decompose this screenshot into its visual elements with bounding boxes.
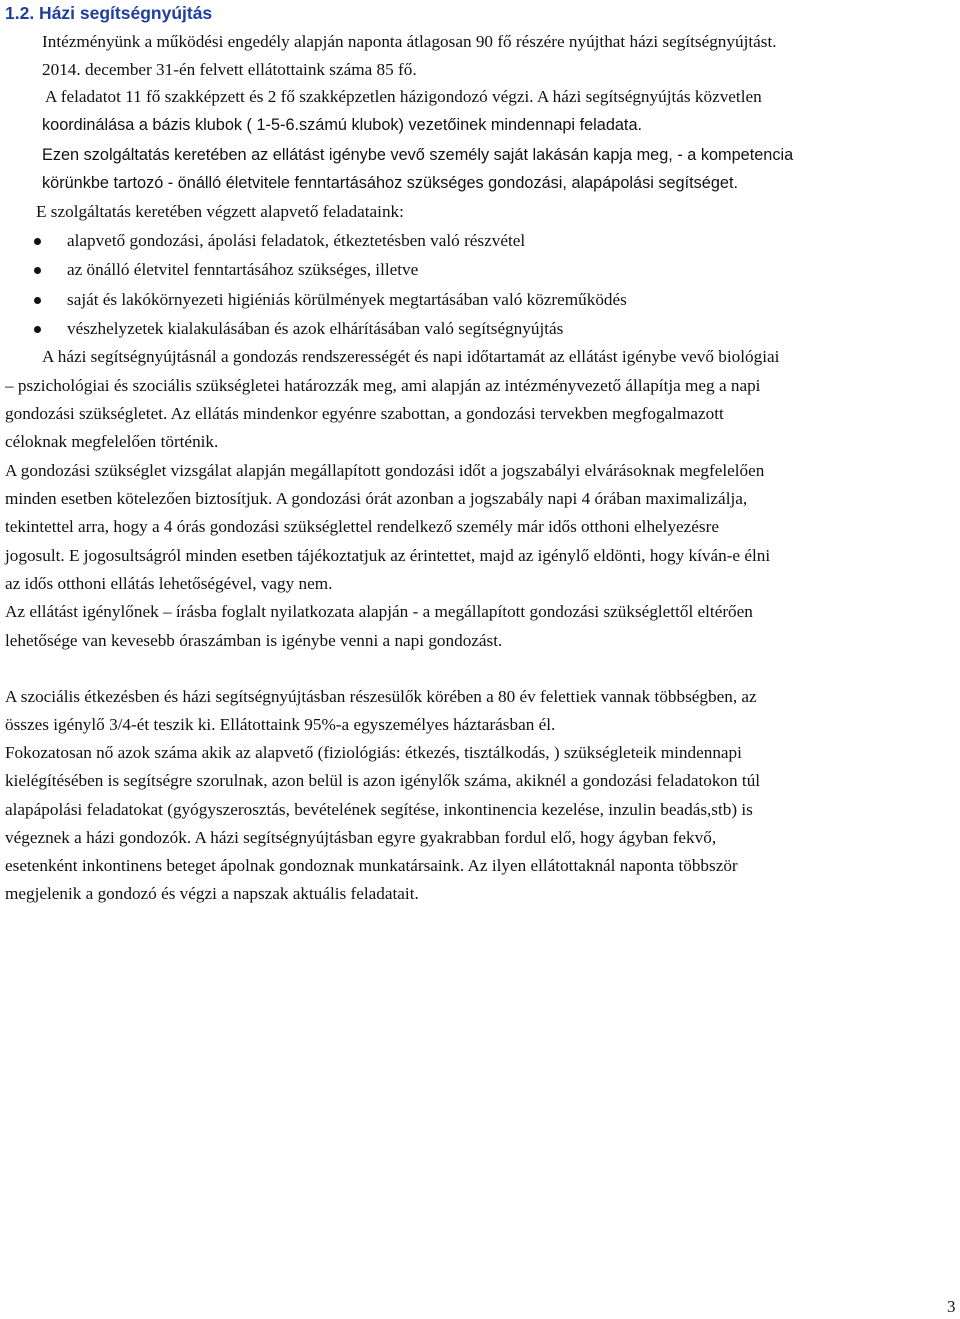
list-item-text: az önálló életvitel fenntartásához szükséges, illetve [67,260,419,279]
body-line: jogosult. E jogosultságról minden esetben tájékoztatjuk az érintettet, majd az igénylő eldönti, hogy kíván-e élni [5,546,771,565]
body-line: az idős otthoni ellátás lehetőségével, vagy nem. [5,574,333,593]
bullet-icon [34,297,41,304]
closing-line: megjelenik a gondozó és végzi a napszak aktuális feladatait. [5,884,419,903]
page-number: 3 [947,1297,956,1316]
list-item-text: vészhelyzetek kialakulásában és azok elhárításában való segítségnyújtás [67,319,564,338]
tasks-intro: E szolgáltatás keretében végzett alapvető feladataink: [36,202,404,221]
service-line: Ezen szolgáltatás keretében az ellátást igénybe vevő személy saját lakásán kapja meg, - a kompetencia [42,146,794,164]
body-line: Az ellátást igénylőnek – írásba foglalt nyilatkozata alapján - a megállapított gondozási szükséglettől eltérően [5,602,753,621]
intro-line: koordinálása a bázis klubok ( 1-5-6.számú klubok) vezetőinek mindennapi feladata. [42,116,643,134]
body-line: A gondozási szükséglet vizsgálat alapján megállapított gondozási időt a jogszabályi elvárásoknak megfelelően [5,461,765,480]
closing-line: esetenként inkontinens beteget ápolnak gondoznak munkatársaink. Az ilyen ellátottaknál naponta többször [5,856,738,875]
bullet-icon [34,238,41,245]
body-line: – pszichológiai és szociális szükségletei határozzák meg, ami alapján az intézményvezető állapítja meg a napi [5,376,761,395]
intro-line: Intézményünk a működési engedély alapján naponta átlagosan 90 fő részére nyújthat házi segítségnyújtást. [42,32,777,51]
bullet-icon [34,267,41,274]
bullet-icon [34,326,41,333]
closing-line: végeznek a házi gondozók. A házi segítségnyújtásban egyre gyakrabban fordul elő, hogy ágyban fekvő, [5,828,717,847]
closing-line: Fokozatosan nő azok száma akik az alapvető (fiziológiás: étkezés, tisztálkodás, ) szükségleteik mindennapi [5,743,742,762]
closing-line: alapápolási feladatokat (gyógyszerosztás, bevételének segítése, inkontinencia kezelése, inzulin beadás,stb) is [5,800,753,819]
closing-line: összes igénylő 3/4-ét teszik ki. Ellátottaink 95%-a egyszemélyes háztarásban él. [5,715,556,734]
intro-line: 2014. december 31-én felvett ellátottaink száma 85 fő. [42,60,417,79]
body-line: A házi segítségnyújtásnál a gondozás rendszerességét és napi időtartamát az ellátást igénybe vevő biológiai [42,347,780,366]
closing-line: A szociális étkezésben és házi segítségnyújtásban részesülők körében a 80 év felettiek vannak többségben, az [5,687,757,706]
closing-line: kielégítésében is segítségre szorulnak, azon belül is azon igénylők száma, akiknél a gondozási feladatokon túl [5,771,761,790]
body-line: céloknak megfelelően történik. [5,432,219,451]
body-line: gondozási szükségletet. Az ellátás mindenkor egyénre szabottan, a gondozási tervekben megfogalmazott [5,404,724,423]
list-item-text: alapvető gondozási, ápolási feladatok, étkeztetésben való részvétel [67,231,526,250]
intro-line: A feladatot 11 fő szakképzett és 2 fő szakképzetlen házigondozó végzi. A házi segítségnyújtás közvetlen [45,87,762,106]
body-line: minden esetben kötelezően biztosítjuk. A gondozási órát azonban a jogszabály napi 4 órában maximalizálja, [5,489,748,508]
list-item-text: saját és lakókörnyezeti higiéniás körülmények megtartásában való közreműködés [67,290,627,309]
section-heading: 1.2. Házi segítségnyújtás [5,3,213,23]
service-line: körünkbe tartozó - önálló életvitele fenntartásához szükséges gondozási, alapápolási segítséget. [42,174,739,192]
body-line: lehetősége van kevesebb óraszámban is igénybe venni a napi gondozást. [5,631,503,650]
body-line: tekintettel arra, hogy a 4 órás gondozási szükséglettel rendelkező személy már idős otthoni elhelyezésre [5,517,719,536]
